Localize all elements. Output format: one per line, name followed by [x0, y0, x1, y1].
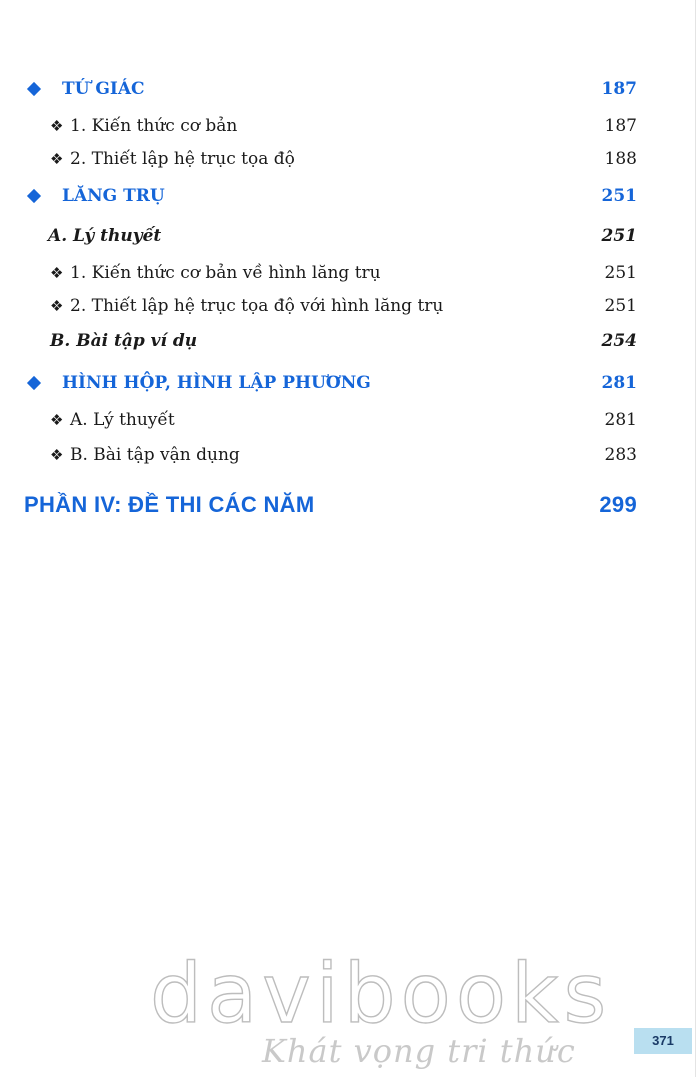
diamond-bullet-icon	[27, 376, 41, 390]
page-number-tab: 371	[634, 1028, 692, 1054]
toc-section-lang-tru[interactable]	[0, 186, 700, 216]
item-page: 281	[604, 410, 637, 430]
diamond-four-bullet-icon: ❖	[50, 264, 64, 282]
toc-part-heading[interactable]	[0, 492, 700, 522]
item-page: 187	[604, 116, 637, 136]
diamond-bullet-icon	[27, 82, 41, 96]
section-page: 187	[601, 79, 637, 99]
item-page: 283	[604, 445, 637, 465]
diamond-four-bullet-icon: ❖	[50, 117, 64, 135]
item-label: 2. Thiết lập hệ trục tọa độ với hình lăng trụ	[70, 296, 444, 316]
toc-section-tu-giac[interactable]	[0, 79, 700, 109]
item-page: 188	[604, 149, 637, 169]
diamond-four-bullet-icon: ❖	[50, 150, 64, 168]
item-label: B. Bài tập vận dụng	[70, 445, 240, 465]
toc-subsection[interactable]	[0, 331, 700, 361]
watermark-logo: davibooks	[150, 947, 612, 1042]
section-title: TỨ GIÁC	[62, 79, 145, 99]
item-label: 2. Thiết lập hệ trục tọa độ	[70, 149, 295, 169]
section-title: LĂNG TRỤ	[62, 186, 165, 206]
diamond-bullet-icon	[27, 189, 41, 203]
toc-section-hinh-hop[interactable]	[0, 373, 700, 403]
subsection-page: 251	[601, 226, 637, 246]
item-label: 1. Kiến thức cơ bản	[70, 116, 238, 136]
part-title: PHẦN IV: ĐỀ THI CÁC NĂM	[24, 492, 315, 517]
section-page: 251	[601, 186, 637, 206]
toc-item[interactable]	[0, 263, 700, 293]
toc-item[interactable]	[0, 410, 700, 440]
subsection-title: B. Bài tập ví dụ	[50, 331, 198, 351]
section-title: HÌNH HỘP, HÌNH LẬP PHƯƠNG	[62, 373, 371, 393]
diamond-four-bullet-icon: ❖	[50, 297, 64, 315]
item-label: 1. Kiến thức cơ bản về hình lăng trụ	[70, 263, 381, 283]
item-page: 251	[604, 263, 637, 283]
toc-item[interactable]	[0, 296, 700, 326]
toc-item[interactable]	[0, 149, 700, 179]
diamond-four-bullet-icon: ❖	[50, 446, 64, 464]
toc-item[interactable]	[0, 116, 700, 146]
watermark-slogan: Khát vọng tri thức	[262, 1032, 576, 1070]
toc-item[interactable]	[0, 445, 700, 475]
item-label: A. Lý thuyết	[70, 410, 175, 430]
diamond-four-bullet-icon: ❖	[50, 411, 64, 429]
subsection-page: 254	[601, 331, 637, 351]
toc-subsection[interactable]	[0, 226, 700, 256]
part-page: 299	[599, 492, 637, 517]
subsection-title: A. Lý thuyết	[48, 226, 162, 246]
item-page: 251	[604, 296, 637, 316]
section-page: 281	[601, 373, 637, 393]
